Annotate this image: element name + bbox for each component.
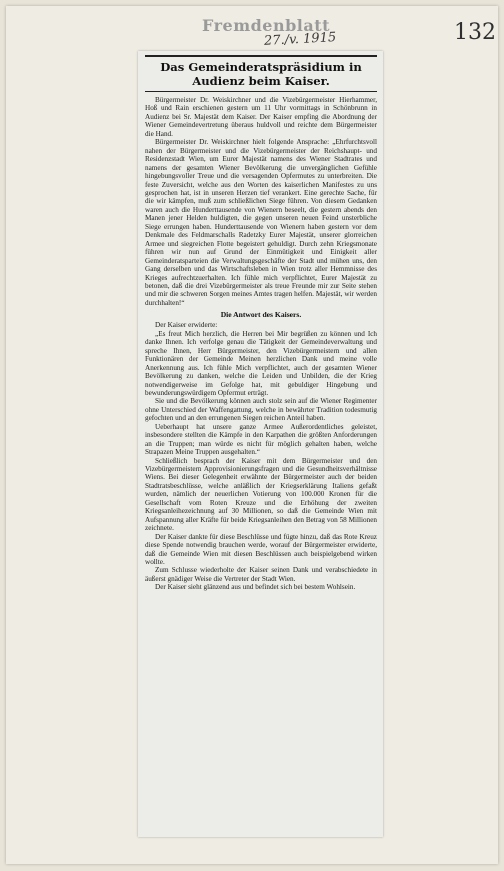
headline-box <box>145 55 377 92</box>
paragraph-6: Ueberhaupt hat unsere ganze Armee Außerordentliches geleistet, insbesondere stellten die Kämpfe in den Karpathen die größten Anforderungen an die Truppen; man würde es nicht für möglich gehalten haben, welche Strapazen Meine Truppen ausgehalten.“ <box>145 422 377 457</box>
paragraph-1: Bürgermeister Dr. Weiskirchner und die Vizebürgermeister Hierhammer, Hoß und Rain erschienen gestern um 11 Uhr vormittags in Schönbrunn in Audienz bei Sr. Majestät dem Kaiser. Der Kaiser empfing die Abordnung der Wiener Gemeindevertretung überaus huldvoll und reichte dem Bürgermeister die Hand. <box>145 96 377 138</box>
paragraph-2: Bürgermeister Dr. Weiskirchner hielt folgende Ansprache: „Ehrfurchtsvoll nahen der Bürgermeister und die Vizebürgermeister der Reichshaupt- und Residenzstadt Wien, um Eurer Majestät namens des Wiener Stadtrates und namens der gesamten Wiener Bevölkerung die unvergänglichen Gefühle hingebungsvoller Treue und die versagenden Opfermutes zu unterbreiten. Die feste Zuversicht, welche aus den Worten des kaiserlichen Manifestes zu uns gesprochen hat, ist in unseren Herzen tief verankert. Eine gerechte Sache, für die wir kämpfen, muß zum schließlichen Siege führen. Von diesem Gedanken waren auch die Hunderttausende von Wienern beseelt, die gestern abends den Manen jener Helden huldigten, die gegen unseren neuen Feind unsterbliche Siege errungen haben. Hunderttausende von Wienern haben gestern vor dem Denkmale des Feldmarschalls Radetzky Eurer Majestät, unserer glorreichen Armee und siegreichen Flotte begeistert gehuldigt. Durch zehn Kriegsmonate führen wir nun auf Grund der Einmütigkeit und Einigkeit aller Gemeinderatsparteien die Verwaltungsgeschäfte der Stadt und mühen uns, den Gang derselben und das Wirtschaftsleben in Wien trotz aller Hemmnisse des Krieges aufrechtzuerhalten. Ich fühle mich verpflichtet, Eurer Majestät zu betonen, daß die drei Vizebürgermeister als treue Freunde mir zur Seite stehen und mir die schweren Sorgen meines Amtes tragen helfen. Majestät, wir werden durchhalten!“ <box>145 138 377 307</box>
handwritten-date: 27./v. 1915 <box>263 30 337 49</box>
source-stamp: Fremdenblatt <box>202 16 331 35</box>
paragraph-4: „Es freut Mich herzlich, die Herren bei Mir begrüßen zu können und Ich danke Ihnen. Ich verfolge genau die Tätigkeit der Gemeindeverwaltung und spreche Ihnen, Herr Bürgermeister, den Vizebürgermeistern und allen Funktionären der Gemeinde Meinen herzlichen Dank und meine volle Anerkennung aus. Ich fühle Mich verpflichtet, auch der gesamten Wiener Bevölkerung zu danken, welche die Leiden und Unbilden, die der Krieg notwendigerweise im Gefolge hat, mit gebuldiger Hingebung und bewunderungswürdigem Opfermut erträgt. <box>145 329 377 397</box>
newspaper-clipping <box>138 51 383 837</box>
article-body <box>145 96 377 592</box>
paragraph-7: Schließlich besprach der Kaiser mit dem Bürgermeister und den Vizebürgermeistern Approvisionierungsfragen und die Gesundheitsverhältnisse Wiens. Bei dieser Gelegenheit erwähnte der Bürgermeister auch der beiden Stadtratsbeschlüsse, welche anläßlich der Kriegserklärung Italiens gefaßt wurden, nämlich der neuerlichen Votierung von 100.000 Kronen für die Gesellschaft vom Roten Kreuze und die Erhöhung der zweiten Kriegsanleihezeichnung auf 30 Millionen, so daß die Gemeinde Wien mit Aufspannung aller Kräfte für beide Kriegsanleihen den Betrag von 58 Millionen zeichnete. <box>145 456 377 533</box>
archive-sheet <box>6 6 498 864</box>
paragraph-10: Der Kaiser sieht glänzend aus und befindet sich bei bestem Wohlsein. <box>155 583 356 592</box>
paragraph-5: Sie und die Bevölkerung können auch stolz sein auf die Wiener Regimenter ohne Unterschied der Waffengattung, welche in bewährter Tradition todesmutig gefochten und an den errungenen Siegen reichen Anteil haben. <box>145 397 377 423</box>
paragraph-3: Der Kaiser erwiderte: <box>155 321 218 330</box>
handwritten-number: 132 <box>454 20 496 45</box>
subheading: Die Antwort des Kaisers. <box>220 310 302 320</box>
paragraph-9: Zum Schlusse wiederholte der Kaiser seinen Dank und verabschiedete in äußerst gnädiger Weise die Vertreter der Stadt Wien. <box>145 566 377 583</box>
headline: Das Gemeinderatspräsidium in Audienz beim Kaiser. <box>160 60 362 88</box>
paragraph-8: Der Kaiser dankte für diese Beschlüsse und fügte hinzu, daß das Rote Kreuz diese Spende notwendig brauchen werde, worauf der Bürgermeister erwiderte, daß die Gemeinde Wien mit diesen Beschlüssen auch beispielgebend wirken wollte. <box>145 532 377 567</box>
